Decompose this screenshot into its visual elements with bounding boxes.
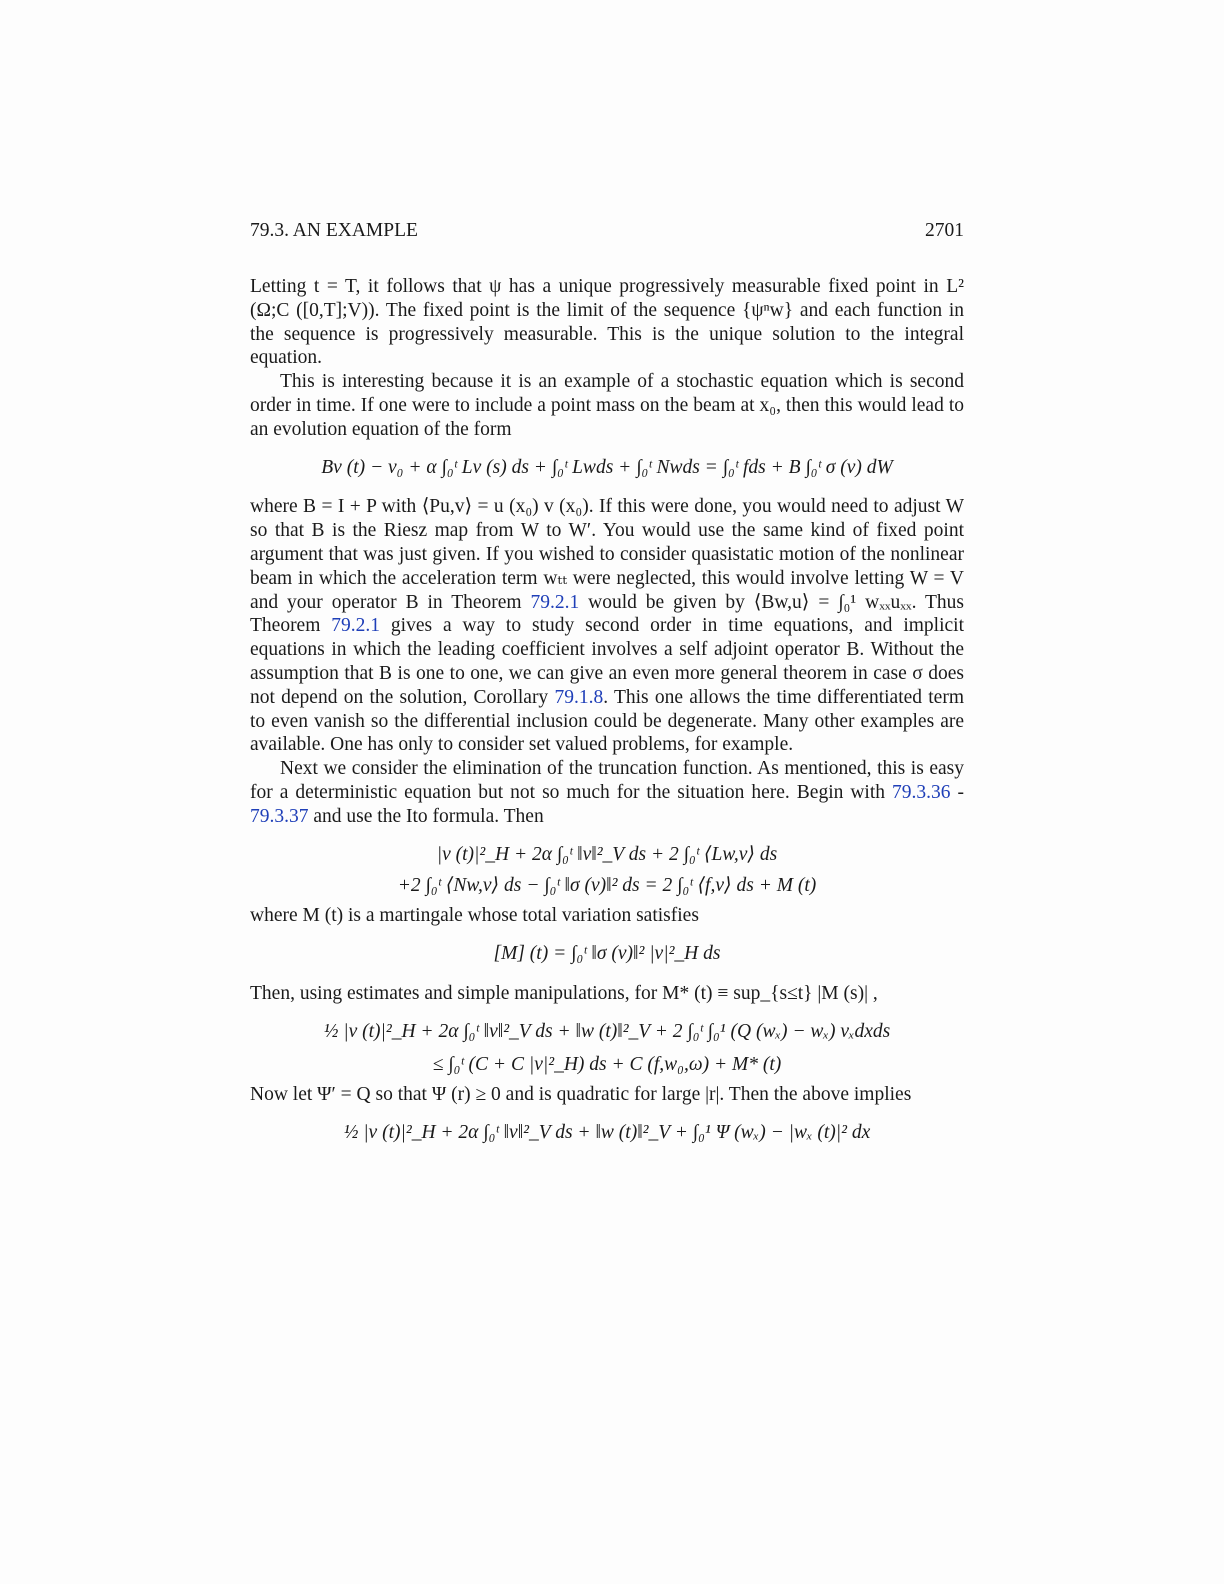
paragraph-3-text-4: . This one allows the time differentiated term to even vanish so the differential inclusion could be degenerate. Many other examples are available. One has only to consider set valued problems, for example. [250,686,964,756]
equation-estimate-line-1: ½ |v (t)|²_H + 2α ∫₀ᵗ ‖v‖²_V ds + ‖w (t)‖²_V + 2 ∫₀ᵗ ∫₀¹ (Q (wₓ) − wₓ) vₓdxds [323,1020,891,1042]
equation-evolution: Bv (t) − v₀ + α ∫₀ᵗ Lv (s) ds + ∫₀ᵗ Lwds + ∫₀ᵗ Nwds = ∫₀ᵗ fds + B ∫₀ᵗ σ (v) dW [321,456,893,478]
equation-quadratic-variation: [M] (t) = ∫₀ᵗ ‖σ (v)‖² |v|²_H ds [493,942,721,964]
paragraph-3-text-2: would be given by ⟨Bw,u⟩ = ∫₀¹ wₓₓuₓₓ. Thus Theorem [250,591,964,637]
corollary-link[interactable]: 79.1.8 [554,686,604,708]
paragraph-4 [250,757,964,828]
paragraph-4-text-2: and use the Ito formula. Then [313,805,544,827]
text-body [250,275,964,1161]
equation-ito-line-1: |v (t)|²_H + 2α ∫₀ᵗ ‖v‖²_V ds + 2 ∫₀ᵗ ⟨Lw,v⟩ ds [436,843,778,865]
section-title: 79.3. AN EXAMPLE [250,220,418,241]
paragraph-1: Letting t = T, it follows that ψ has a unique progressively measurable fixed point in L² (Ω;C ([0,T];V)). The fixed point is the limit of the sequence {ψⁿw} and each function in the sequence is progressively measurable. This is the unique solution to the integral equation. [250,276,964,369]
equation-final: ½ |v (t)|²_H + 2α ∫₀ᵗ ‖v‖²_V ds + ‖w (t)‖²_V + ∫₀¹ Ψ (wₓ) − |wₓ (t)|² dx [343,1121,871,1143]
paragraph-2: This is interesting because it is an example of a stochastic equation which is second order in time. If one were to include a point mass on the beam at x₀, then this would lead to an evolution equation of the form [250,371,964,440]
equation-estimate-line-2: ≤ ∫₀ᵗ (C + C |v|²_H) ds + C (f,w₀,ω) + M* (t) [432,1054,782,1076]
theorem-link-2[interactable]: 79.2.1 [331,615,381,637]
paragraph-5: where M (t) is a martingale whose total variation satisfies [250,905,699,927]
paragraph-3-text-3: gives a way to study second order in time equations, and implicit equations in which the leading coefficient involves a self adjoint operator B. Without the assumption that B is one to one, we can give an even more general theorem in case σ does not depend on the solution, Corollary [250,615,964,708]
theorem-link-1[interactable]: 79.2.1 [530,591,580,613]
paragraph-3-text-1: where B = I + P with ⟨Pu,v⟩ = u (x₀) v (x₀). If this were done, you would need to adjust W so that B is the Riesz map from W to W′. You would use the same kind of fixed point argument that was just given. If you wished to consider quasistatic motion of the nonlinear beam in which the acceleration term wₜₜ were neglected, this would involve letting W = V and your operator B in Theorem [250,496,964,613]
running-head [250,220,964,242]
paragraph-4-text-1: Next we consider the elimination of the truncation function. As mentioned, this is easy for a deterministic equation but not so much for the situation here. Begin with [250,758,964,803]
page-number: 2701 [925,220,964,241]
paragraph-6: Then, using estimates and simple manipulations, for M* (t) ≡ sup_{s≤t} |M (s)| , [250,982,878,1004]
equation-link-1[interactable]: 79.3.36 [892,781,951,803]
paragraph-7: Now let Ψ′ = Q so that Ψ (r) ≥ 0 and is quadratic for large |r|. Then the above implies [250,1084,912,1106]
range-separator: - [957,781,964,803]
equation-link-2[interactable]: 79.3.37 [250,805,309,827]
paragraph-3 [250,495,964,757]
equation-ito-line-2: +2 ∫₀ᵗ ⟨Nw,v⟩ ds − ∫₀ᵗ ‖σ (v)‖² ds = 2 ∫₀ᵗ ⟨f,v⟩ ds + M (t) [397,875,817,897]
